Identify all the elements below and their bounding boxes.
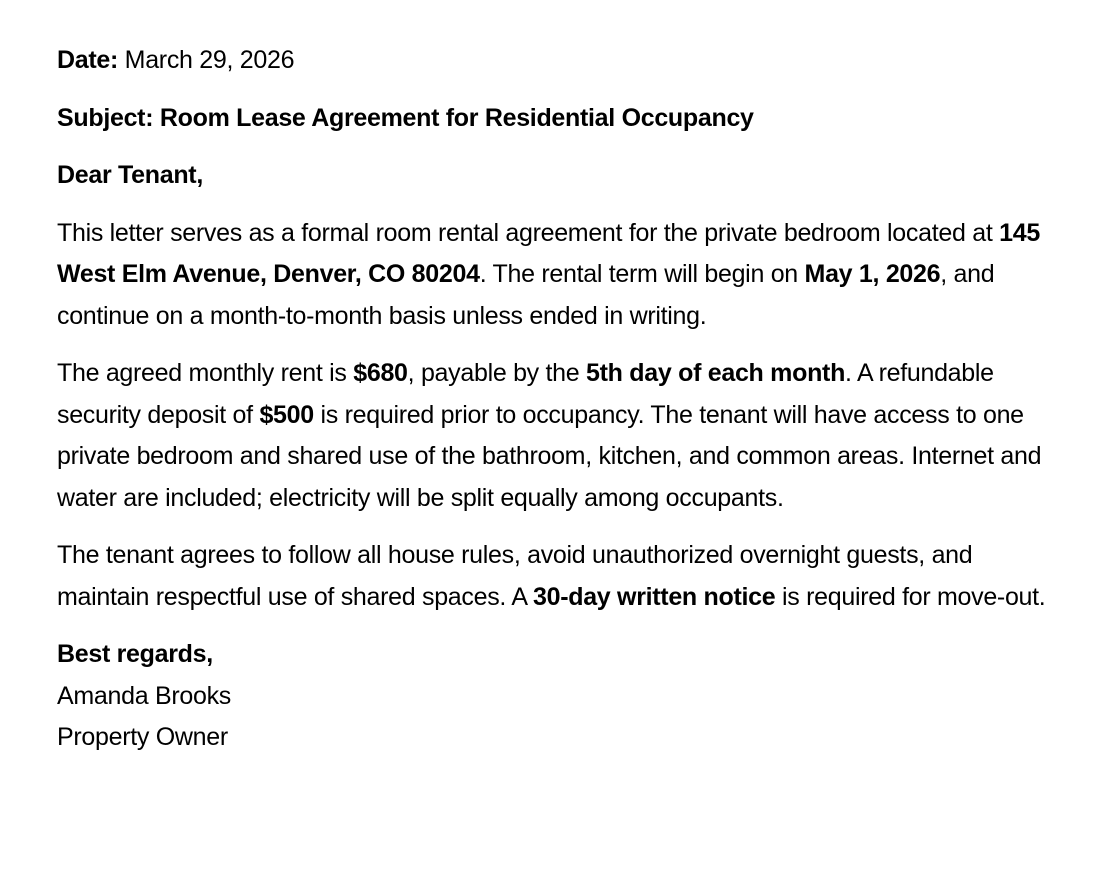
text-run: The tenant agrees to follow all house rules, avoid unauthorized overnight guests, and maintain respectful use of shared spaces. A	[57, 541, 973, 611]
date-value: March 29, 2026	[124, 46, 295, 74]
text-run: , payable by the	[407, 359, 587, 387]
signature-title: Property Owner	[57, 723, 228, 751]
text-run: is required for move-out.	[775, 582, 1046, 611]
text-run: . A refundable security deposit of	[57, 359, 994, 429]
bold-run: $680	[353, 359, 408, 387]
salutation: Dear Tenant,	[57, 161, 203, 189]
date-label: Date:	[57, 46, 119, 74]
bold-run: 145 West Elm Avenue, Denver, CO 80204	[57, 218, 1040, 288]
signature-name: Amanda Brooks	[57, 681, 231, 710]
bold-run: 30-day written notice	[532, 582, 776, 611]
bold-run: $500	[259, 400, 314, 429]
text-run: . The rental term will begin on	[479, 260, 805, 288]
subject-line: Subject: Room Lease Agreement for Residential Occupancy	[57, 103, 754, 132]
closing-block	[57, 634, 1063, 759]
text-run: , and continue on a month-to-month basis unless ended in writing.	[57, 260, 995, 330]
bold-run: May 1, 2026	[804, 260, 941, 288]
paragraph	[57, 213, 1063, 338]
text-run: is required prior to occupancy. The tenant will have access to one private bedroom and shared use of the bathroom, kitchen, and common areas. Internet and water are included; electricity will be split equally among occupants.	[57, 400, 1042, 512]
text-run: This letter serves as a formal room rental agreement for the private bedroom located at	[57, 218, 1000, 247]
paragraph	[57, 353, 1063, 519]
date-line	[57, 40, 1063, 82]
bold-run: 5th day of each month	[586, 359, 846, 387]
text-run: The agreed monthly rent is	[57, 359, 354, 387]
paragraph	[57, 535, 1063, 618]
letter-paragraphs	[57, 213, 1063, 619]
closing-regards: Best regards,	[57, 640, 213, 668]
